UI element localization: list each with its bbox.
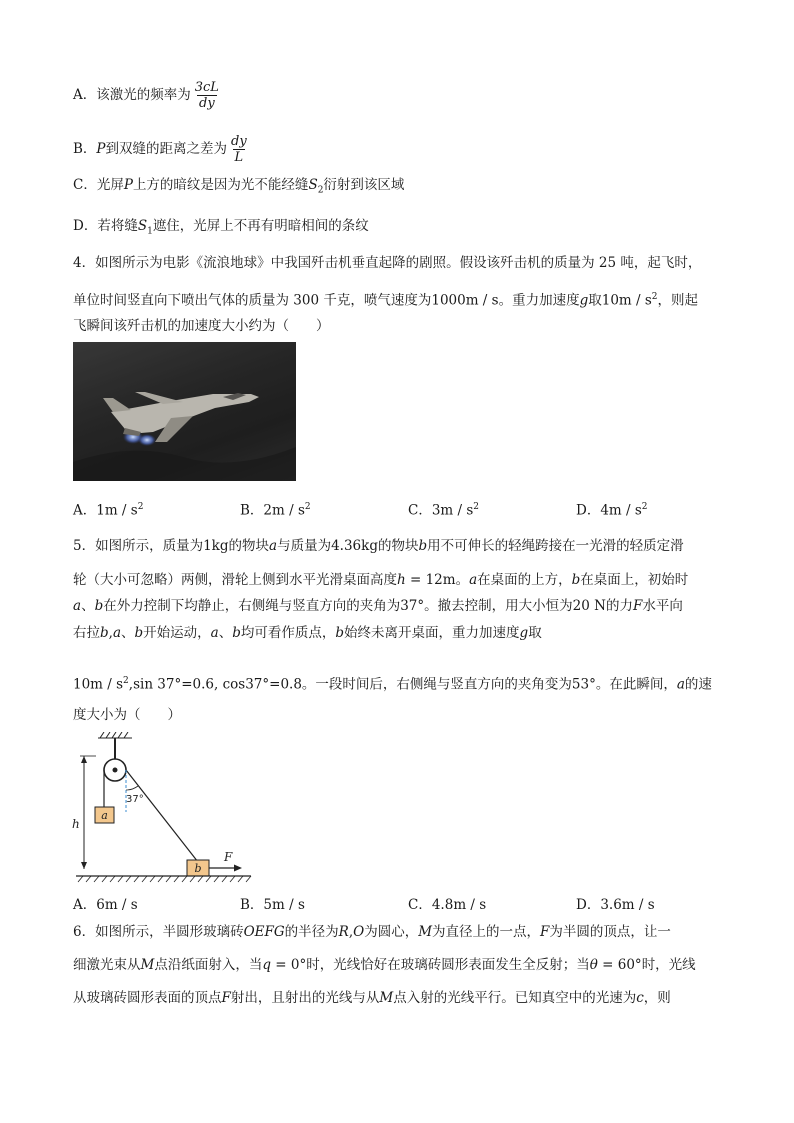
q5-option-b-value: 5m / s [263, 897, 305, 913]
q3-option-c-label: C．光屏 [73, 177, 124, 193]
q5-option-d [576, 895, 655, 915]
angle-label: 37° [126, 794, 144, 805]
q4-option-a-value: 1m / s [96, 502, 138, 519]
q5-l3-c: 。撤去控制，用大小恒为 [424, 598, 573, 614]
q6-l1-e: 为直径上的一点， [432, 924, 541, 940]
q6-l2-d: 时，光线 [641, 957, 696, 973]
q5-l4-vb4: b [335, 625, 345, 641]
q5-option-a [73, 895, 138, 915]
q6-l1-d: 为圆心， [364, 924, 419, 940]
q3-option-c-slit-sub: 2 [317, 185, 324, 196]
q5-l4-d: 开始运动， [143, 625, 211, 641]
q6-l1-m: M [418, 924, 433, 940]
q5-option-a-value: 6m / s [96, 897, 138, 913]
q6-l2-eq2: = 60° [597, 957, 642, 973]
q3-option-c [73, 175, 404, 201]
q5-option-c-label: C． [408, 897, 432, 913]
q6-l3-cv: c [636, 990, 644, 1006]
q3-option-d-label: D．若将缝 [73, 218, 138, 234]
q6-l2-c: 时，光线恰好在玻璃砖圆形表面发生全反射；当 [306, 957, 590, 973]
q5-option-d-label: D． [576, 897, 601, 913]
q4-option-b [240, 497, 311, 521]
q6-l1-f: F [540, 924, 550, 940]
q4-option-d [576, 497, 648, 521]
q4-option-b-value: 2m / s [263, 502, 305, 519]
q5-l2-c: 在桌面的上方， [477, 572, 572, 588]
fighter-jet-photo [73, 342, 296, 481]
q4-g-value: 10m / s [601, 292, 652, 309]
q5-l2-va: a [469, 572, 478, 588]
q5-l4-vb: b [100, 625, 109, 641]
q5-l5-d: 。在此瞬间， [595, 676, 677, 693]
q6-l3-a: 从玻璃砖圆形表面的顶点 [73, 990, 222, 1006]
q5-l4-va2: a [210, 625, 219, 641]
q5-l5-e: 的速 [684, 676, 712, 693]
q5-l5-sup: 2 [123, 676, 129, 686]
q5-l5-c: 。一段时间后，右侧绳与竖直方向的夹角变为 [301, 676, 572, 693]
q5-l1-b: 的物块 [228, 538, 270, 554]
q5-l4-vb2: b [134, 625, 144, 641]
q6-l1-o: O [353, 924, 365, 940]
q5-l2-h: h [397, 572, 406, 588]
q3-option-b-text: 到双缝的距离之差为 [105, 141, 228, 157]
height-label: h [72, 817, 80, 831]
q5-l3-d: 的力 [605, 598, 633, 614]
q3-option-b [73, 134, 249, 165]
q5-l3-a: 、 [81, 598, 95, 614]
q5-l3-force: 20 N [572, 598, 606, 614]
q3-option-a-fraction [193, 80, 221, 111]
q4-line-2 [73, 287, 698, 311]
q4-option-d-sup: 2 [641, 502, 648, 512]
q6-l1-oefg: OEFG [243, 924, 285, 940]
q5-l4-h: 取 [528, 625, 542, 641]
q4-g-sup: 2 [651, 292, 658, 302]
q6-l2-eq: = 0° [270, 957, 307, 973]
q4-text-c: 取 [588, 292, 602, 309]
q3-option-a-text: A．该激光的频率为 [73, 87, 191, 103]
q4-option-a-label: A． [73, 502, 97, 519]
pulley-diagram [66, 732, 256, 888]
q3-option-a-numerator: 3cL [194, 80, 219, 95]
pulley-axle [113, 768, 118, 773]
q6-l3-c: 点入射的光线平行。已知真空中的光速为 [393, 990, 637, 1006]
q5-l1-m1: 1kg [203, 538, 229, 554]
q5-l2-vb: b [571, 572, 581, 588]
q5-option-d-value: 3.6m / s [600, 897, 655, 913]
q4-speed: 1000m / s [431, 292, 499, 309]
q5-l2-eq: = 12m [405, 572, 456, 588]
q5-l1-m2: 4.36kg [331, 538, 378, 554]
q3-option-a [73, 80, 221, 111]
q6-l1-g: 为半圆的顶点，让一 [549, 924, 671, 940]
q6-l2-m: M [140, 957, 155, 973]
q4-option-b-sup: 2 [304, 502, 311, 512]
q5-l2-d: 在桌面上，初始时 [580, 572, 689, 588]
q4-option-c [408, 497, 479, 521]
q5-l4-e: 、 [218, 625, 233, 641]
q5-l3-vb: b [94, 598, 104, 614]
q5-l1-vb: b [418, 538, 428, 554]
q5-l3-b: 在外力控制下均静止，右侧绳与竖直方向的夹角为 [103, 598, 401, 614]
q4-text-d: ，则起 [657, 292, 699, 309]
q4-option-a-sup: 2 [137, 502, 144, 512]
q5-l2-b: 。 [455, 572, 470, 588]
q5-l4-vg: g [519, 625, 529, 641]
q3-option-d-slit: S [137, 218, 148, 234]
q5-l2-a: 轮（大小可忽略）两侧，滑轮上侧到水平光滑桌面高度 [73, 572, 397, 588]
q5-l5-b: ,sin 37°=0.6, cos37°=0.8 [128, 676, 302, 693]
q5-line-1 [73, 536, 684, 556]
q5-l5-a: 10m / s [73, 676, 124, 693]
q5-option-c [408, 895, 486, 915]
q6-l3-m: M [379, 990, 394, 1006]
q4-option-b-label: B． [240, 502, 264, 519]
q5-l3-e: 水平向 [642, 598, 683, 614]
q3-option-b-denominator: L [234, 150, 244, 165]
q3-option-c-text: 上方的暗纹是因为光不能经缝 [132, 177, 309, 193]
q5-line-6: 度大小为（ ） [73, 707, 181, 723]
q6-l1-c: , [348, 924, 354, 940]
q4-text-a: 单位时间竖直向下喷出气体的质量为 300 千克，喷气速度为 [73, 292, 432, 309]
q6-l1-a: 6．如图所示，半圆形玻璃砖 [73, 924, 244, 940]
q3-option-d [73, 216, 369, 242]
fighter-jet-illustration [73, 342, 296, 481]
right-rope [126, 770, 198, 862]
q6-l2-a: 细激光束从 [73, 957, 141, 973]
q3-option-c-var: P [123, 177, 133, 193]
q5-line-5 [73, 671, 712, 695]
q5-l1-c: 与质量为 [277, 538, 332, 554]
q3-option-c-end: 衍射到该区域 [323, 177, 405, 193]
q5-l4-b: , [108, 625, 113, 641]
force-arrowhead [234, 865, 242, 872]
q5-l3-angle: 37° [400, 598, 425, 614]
q4-line-3: 飞瞬间该歼击机的加速度大小约为（ ） [73, 318, 330, 334]
q5-l5-va: a [676, 676, 685, 693]
q3-option-b-numerator: dy [231, 134, 247, 149]
q5-option-b [240, 895, 305, 915]
q3-option-b-var: P [96, 141, 106, 157]
height-arrow-top [81, 756, 87, 763]
q6-line-3 [73, 988, 671, 1008]
q4-line-1: 4．如图所示为电影《流浪地球》中我国歼击机垂直起降的剧照。假设该歼击机的质量为 25 吨，起飞时， [73, 255, 702, 271]
q4-option-c-sup: 2 [473, 502, 480, 512]
q5-option-b-label: B． [240, 897, 264, 913]
ceiling-hatch [98, 732, 132, 738]
q3-option-c-slit: S [308, 177, 318, 193]
q5-l4-g: 始终未离开桌面，重力加速度 [344, 625, 520, 641]
angle-arc [126, 786, 138, 790]
q5-l1-e: 用不可伸长的轻绳跨接在一光滑的轻质定滑 [427, 538, 684, 554]
q4-option-a [73, 497, 143, 521]
q5-line-2 [73, 570, 688, 590]
q3-option-b-fraction [229, 134, 249, 165]
q6-line-1 [73, 922, 671, 942]
q5-l4-vb3: b [232, 625, 241, 641]
table-hatch [78, 876, 251, 882]
q4-option-c-label: C． [408, 502, 432, 519]
q5-l4-c: 、 [121, 625, 135, 641]
q6-l1-b: 的半径为 [284, 924, 339, 940]
block-a-label: a [101, 809, 108, 822]
q3-option-d-slit-sub: 1 [147, 226, 153, 237]
q4-option-d-label: D． [576, 502, 601, 519]
q3-option-d-end: 遮住，光屏上不再有明暗相间的条纹 [152, 218, 369, 234]
q5-l4-va: a [112, 625, 122, 641]
q6-l3-b: 射出，且射出的光线与从 [230, 990, 380, 1006]
q5-l5-angle: 53° [571, 676, 596, 693]
q5-line-3 [73, 596, 683, 616]
q5-l1-a: 5．如图所示，质量为 [73, 538, 204, 554]
q5-option-c-value: 4.8m / s [431, 897, 487, 913]
q6-l2-q: q [262, 957, 271, 973]
q6-line-2 [73, 955, 696, 975]
q6-l1-r: R [338, 924, 349, 940]
q5-l3-vf: F [632, 598, 643, 614]
q5-option-a-label: A． [73, 897, 97, 913]
q5-l1-d: 的物块 [377, 538, 419, 554]
q5-l4-f: 均可看作质点， [240, 625, 336, 641]
q5-l3-va: a [73, 598, 82, 614]
q6-l3-d: ，则 [643, 990, 671, 1006]
q5-l4-a: 右拉 [73, 625, 100, 641]
q5-line-4 [73, 623, 542, 643]
q3-option-a-denominator: dy [199, 96, 215, 111]
force-label: F [224, 850, 233, 864]
q6-l3-f: F [221, 990, 231, 1006]
q4-g: g [579, 292, 589, 309]
q6-l2-theta: θ [589, 957, 598, 973]
q3-option-b-label: B． [73, 141, 97, 157]
q4-option-c-value: 3m / s [431, 502, 474, 519]
height-arrow-bottom [81, 862, 87, 869]
q5-l1-va: a [269, 538, 278, 554]
block-b-label: b [194, 862, 202, 875]
q6-l2-b: 点沿纸面射入，当 [154, 957, 263, 973]
q4-text-b: 。重力加速度 [498, 292, 580, 309]
q4-option-d-value: 4m / s [600, 502, 642, 519]
